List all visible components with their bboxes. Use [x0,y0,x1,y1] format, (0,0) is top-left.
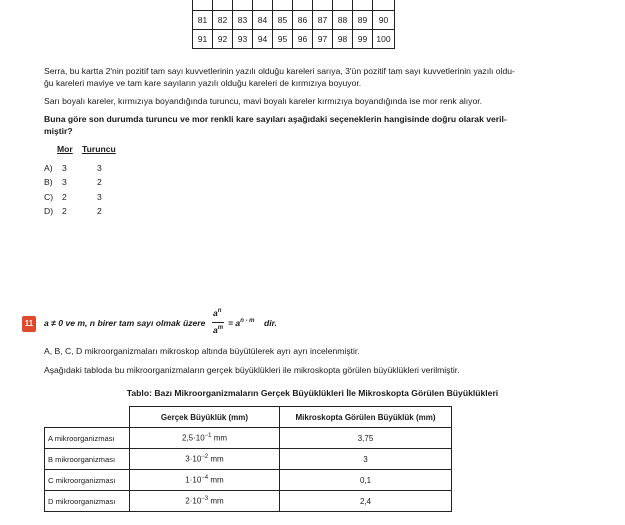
grid-cell [293,0,313,11]
q10-paragraph-1-line-1: Serra, bu kartta 2'nin pozitif tam sayı kuvvetlerinin yazılı olduğu kareleri sarıya, 3'ün pozitif tam sayı kuvvetlerinin yazılı oldu- [44,66,515,76]
real-size-unit: mm [208,475,224,485]
grid-cell: 82 [213,11,233,30]
fraction-denominator [213,325,223,335]
choice-letter: A) [44,163,53,173]
real-size-base: 2·10 [185,496,202,506]
grid-cell: 86 [293,11,313,30]
choice-letter: B) [44,177,53,187]
q10-paragraph-1 [44,65,564,89]
grid-cell: 97 [313,30,333,49]
frac-den-exp: m [217,325,224,332]
microorganism-table [44,406,452,512]
real-size-exp: −3 [201,496,209,503]
grid-cell: 81 [193,11,213,30]
grid-cell: 83 [233,11,253,30]
choice-turuncu: 2 [97,206,102,216]
grid-cell [253,0,273,11]
real-size-exp: −4 [201,475,209,482]
grid-cell: 95 [273,30,293,49]
real-size-base: 1·10 [185,475,202,485]
eq-exp: n - m [240,318,255,325]
grid-cell: 89 [353,11,373,30]
seen-size-cell: 0,1 [280,470,452,491]
header-real-size: Gerçek Büyüklük (mm) [130,407,280,428]
q11-line-1: A, B, C, D mikroorganizmaları mikroskop altında büyütülerek ayrı ayrı incelenmiştir. [44,346,360,356]
grid-cell: 85 [273,11,293,30]
caption-label: Tablo: [126,388,152,398]
grid-cell [273,0,293,11]
grid-row [193,30,395,49]
grid-cell [353,0,373,11]
seen-size-cell: 3 [280,449,452,470]
frac-num-exp: n [217,308,222,315]
grid-cell [333,0,353,11]
number-grid [192,0,395,49]
q10-paragraph-1-line-2: ğu kareleri maviye ve tam kare sayıların yazılı olduğu kareleri de kırmızıya boyuyor. [44,78,362,88]
grid-cell: 99 [353,30,373,49]
real-size-exp: −2 [201,454,209,461]
grid-cell: 94 [253,30,273,49]
q11-line-2: Aşağıdaki tabloda bu mikroorganizmaların gerçek büyüklükleri ile mikroskopta görülen büyüklükleri verilmiştir. [44,365,460,375]
grid-cell: 90 [373,11,395,30]
row-name: C mikroorganizması [45,470,130,491]
grid-cell [313,0,333,11]
grid-cell [213,0,233,11]
grid-cell: 92 [213,30,233,49]
choice-turuncu: 2 [97,177,102,187]
grid-cell: 84 [253,11,273,30]
grid-row-top [193,0,395,11]
col-header-turuncu: Turuncu [82,144,116,154]
choice-a[interactable] [44,161,164,175]
choice-d[interactable] [44,204,164,218]
real-size-unit: mm [211,433,228,443]
real-size-unit: mm [208,454,224,464]
grid-cell: 93 [233,30,253,49]
q11-intro: a ≠ 0 ve m, n birer tam sayı olmak üzere [44,318,206,328]
table-caption [0,388,625,398]
grid-cell: 87 [313,11,333,30]
fraction-numerator [213,308,221,318]
q10-paragraph-2: Sarı boyalı kareler, kırmızıya boyandığında turuncu, mavi boyalı kareler kırmızıya boyandığında ise mor renk alıyor. [44,96,483,106]
q10-question-line-2: miştir? [44,126,73,136]
real-size-cell [130,491,280,512]
table-row [45,449,452,470]
choice-mor: 2 [62,192,67,202]
real-size-base: 3·10 [185,454,202,464]
frac-den-base: a [213,325,218,335]
seen-size-cell: 2,4 [280,491,452,512]
grid-cell [193,0,213,11]
real-size-unit: mm [208,496,224,506]
table-row [45,470,452,491]
caption-text: Bazı Mikroorganizmaların Gerçek Büyüklükleri İle Mikroskopta Görülen Büyüklükleri [154,388,499,398]
eq-base: = a [228,318,241,328]
table-header-row [45,407,452,428]
frac-num-base: a [213,308,218,318]
real-size-base: 2,5·10 [181,433,205,443]
choice-turuncu: 3 [97,192,102,202]
q10-question-line-1: Buna göre son durumda turuncu ve mor renkli kare sayıları aşağıdaki seçeneklerin hangisinde doğru olarak veril- [44,114,507,124]
choice-mor: 3 [62,177,67,187]
equation-rhs [228,318,255,328]
table-row [45,491,452,512]
choice-letter: D) [44,206,54,216]
grid-cell: 100 [373,30,395,49]
row-name: D mikroorganizması [45,491,130,512]
empty-header-cell [45,407,130,428]
grid-cell [233,0,253,11]
grid-cell: 96 [293,30,313,49]
real-size-cell [130,470,280,491]
col-header-mor: Mor [57,144,73,154]
real-size-cell [130,428,280,449]
grid-cell: 98 [333,30,353,49]
table-row [45,428,452,449]
seen-size-cell: 3,75 [280,428,452,449]
choice-letter: C) [44,192,54,202]
fraction-bar [212,322,224,323]
grid-row [193,11,395,30]
choice-b[interactable] [44,175,164,189]
choice-mor: 3 [62,163,67,173]
real-size-cell [130,449,280,470]
row-name: A mikroorganizması [45,428,130,449]
real-size-exp: −1 [204,433,212,440]
choice-mor: 2 [62,206,67,216]
q10-question [44,113,564,137]
header-seen-size: Mikroskopta Görülen Büyüklük (mm) [280,407,452,428]
row-name: B mikroorganizması [45,449,130,470]
choice-c[interactable] [44,190,164,204]
grid-cell [373,0,395,11]
grid-cell: 88 [333,11,353,30]
equation-tail: dir. [264,318,277,328]
choice-turuncu: 3 [97,163,102,173]
grid-cell: 91 [193,30,213,49]
question-number-badge: 11 [22,316,36,332]
